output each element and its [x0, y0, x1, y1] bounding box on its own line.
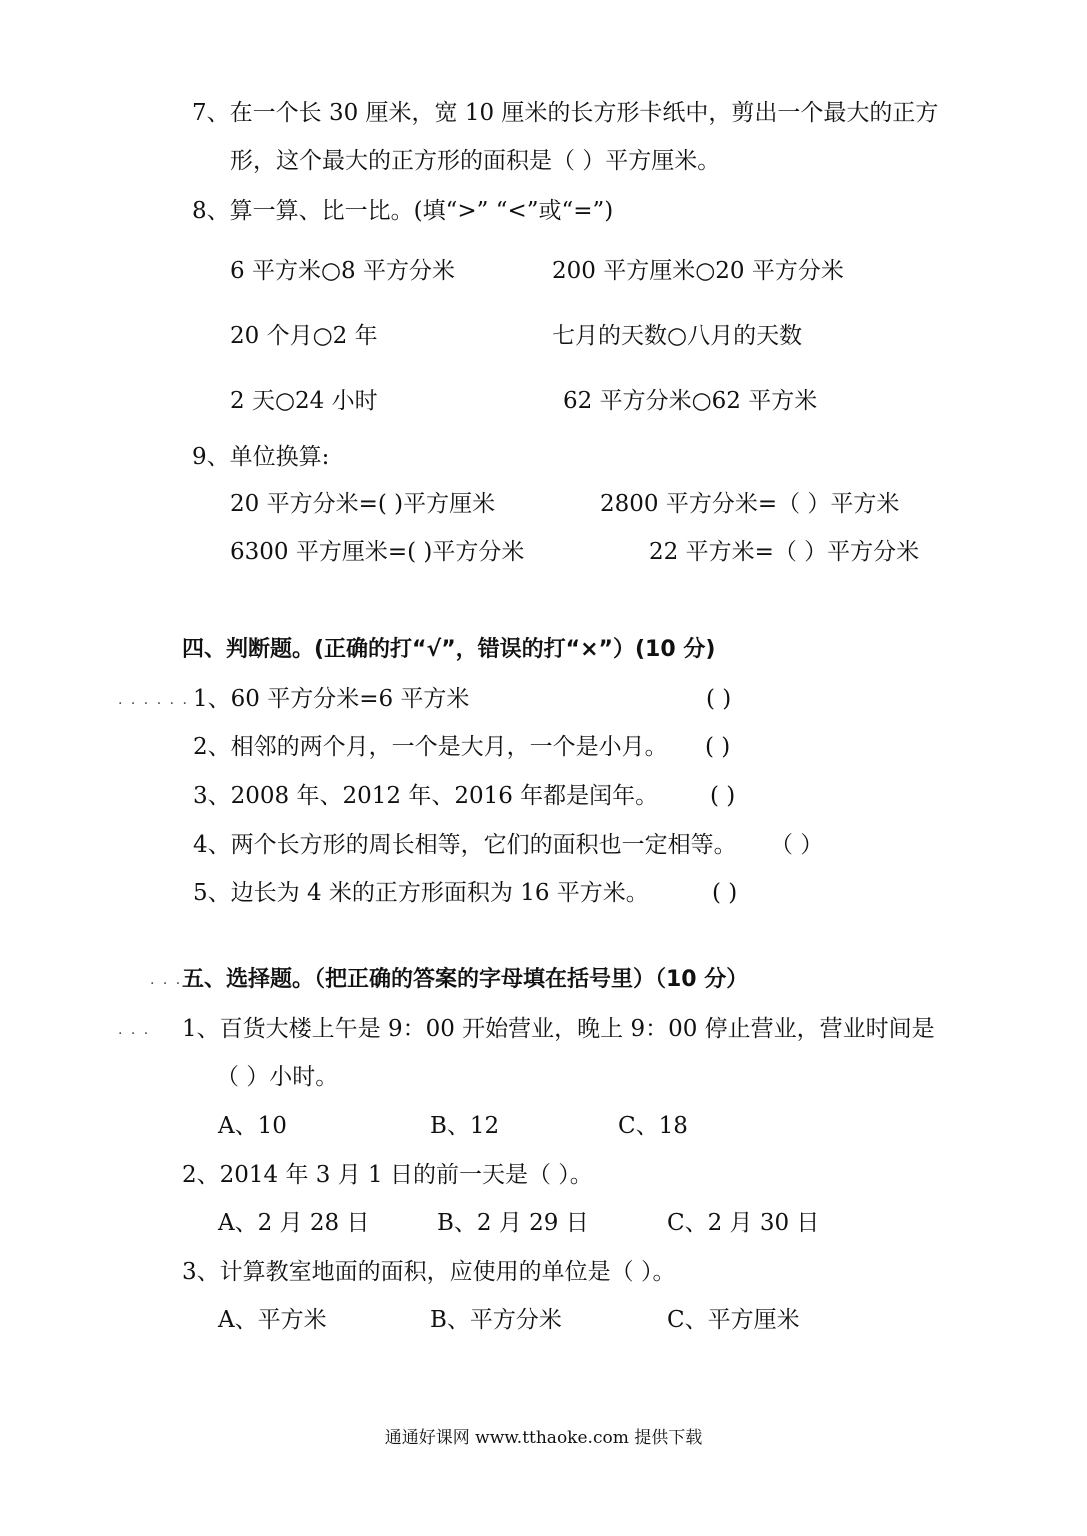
choice-q2-option-c: C、2 月 30 日	[667, 1210, 820, 1236]
q8-compare-6: 62 平方分米○62 平方米	[563, 388, 818, 414]
q9-conv-4: 22 平方米=（ ）平方分米	[649, 539, 920, 565]
judge-item-5: 5、边长为 4 米的正方形面积为 16 平方米。	[193, 880, 649, 906]
margin-dots-1: . . . . . .	[118, 692, 189, 708]
margin-dots-2: . . .	[150, 972, 183, 988]
q7-line2: 形，这个最大的正方形的面积是（ ）平方厘米。	[230, 148, 721, 174]
choice-q3-option-b: B、平方分米	[430, 1307, 562, 1333]
q9-conv-2: 2800 平方分米=（ ）平方米	[600, 491, 900, 517]
q8-compare-3: 20 个月○2 年	[230, 323, 378, 349]
judge-paren-5: ( )	[712, 880, 738, 906]
choice-q3-option-c: C、平方厘米	[667, 1307, 800, 1333]
choice-q3-text: 3、计算教室地面的面积，应使用的单位是（ ）。	[182, 1259, 676, 1285]
section4-title: 四、判断题。(正确的打“√”，错误的打“×”）(10 分)	[182, 637, 716, 662]
judge-paren-4: （ ）	[770, 832, 824, 858]
judge-item-4: 4、两个长方形的周长相等，它们的面积也一定相等。	[193, 832, 737, 858]
q8-compare-4: 七月的天数○八月的天数	[552, 323, 803, 349]
judge-item-3: 3、2008 年、2012 年、2016 年都是闰年。	[193, 783, 659, 809]
choice-q1-option-a: A、10	[218, 1113, 287, 1139]
q9-conv-1: 20 平方分米=( )平方厘米	[230, 491, 496, 517]
q8-compare-1: 6 平方米○8 平方分米	[230, 258, 455, 284]
choice-q2-text: 2、2014 年 3 月 1 日的前一天是（ ）。	[182, 1162, 593, 1188]
margin-dots-3: . . .	[118, 1022, 151, 1038]
q9-conv-3: 6300 平方厘米=( )平方分米	[230, 539, 525, 565]
q8-compare-5: 2 天○24 小时	[230, 388, 378, 414]
choice-q1-line2: （ ）小时。	[216, 1064, 339, 1090]
q8-title: 8、算一算、比一比。(填“>” “<”或“=”)	[192, 198, 614, 224]
choice-q1-option-b: B、12	[430, 1113, 500, 1139]
judge-paren-1: ( )	[706, 686, 732, 712]
judge-paren-2: ( )	[705, 734, 731, 760]
judge-item-1: 1、60 平方分米=6 平方米	[193, 686, 470, 712]
q7-line1: 7、在一个长 30 厘米，宽 10 厘米的长方形卡纸中，剪出一个最大的正方	[192, 100, 939, 126]
q8-compare-2: 200 平方厘米○20 平方分米	[552, 258, 844, 284]
q9-title: 9、单位换算:	[192, 444, 330, 470]
choice-q1-line1: 1、百货大楼上午是 9：00 开始营业，晚上 9：00 停止营业，营业时间是	[182, 1016, 935, 1042]
page-footer: 通通好课网 www.tthaoke.com 提供下载	[384, 1428, 703, 1448]
section5-title: 五、选择题。（把正确的答案的字母填在括号里）（10 分）	[182, 967, 749, 992]
choice-q2-option-b: B、2 月 29 日	[437, 1210, 589, 1236]
judge-paren-3: ( )	[710, 783, 736, 809]
choice-q2-option-a: A、2 月 28 日	[218, 1210, 370, 1236]
choice-q1-option-c: C、18	[618, 1113, 688, 1139]
choice-q3-option-a: A、平方米	[218, 1307, 327, 1333]
judge-item-2: 2、相邻的两个月，一个是大月，一个是小月。	[193, 734, 668, 760]
